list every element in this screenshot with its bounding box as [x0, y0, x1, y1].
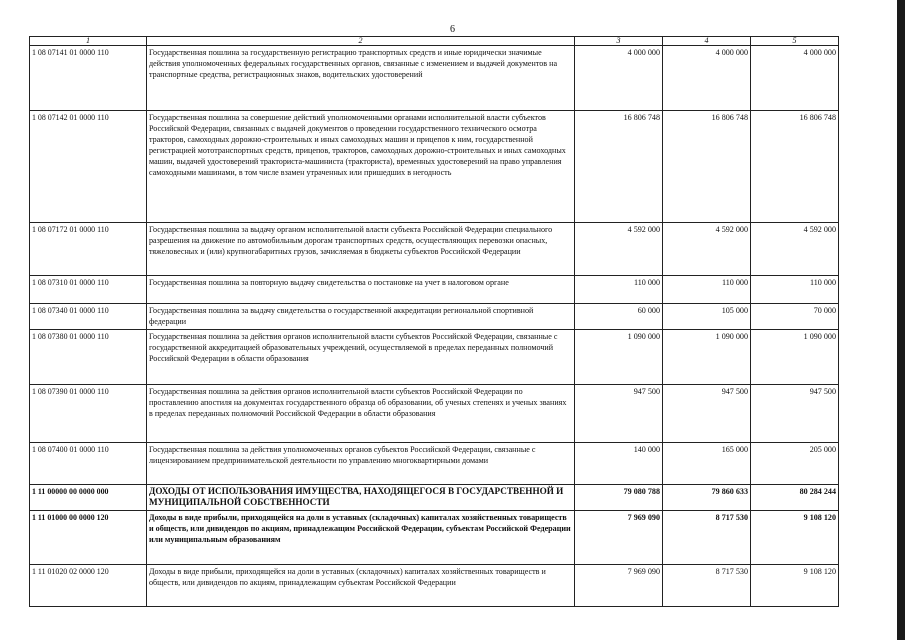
row-value-year3: 4 592 000	[751, 223, 839, 276]
table-row	[30, 443, 839, 485]
revenue-table	[29, 36, 839, 607]
row-value-year3: 9 108 120	[751, 511, 839, 565]
table-row	[30, 565, 839, 607]
row-value-year3: 80 284 244	[751, 485, 839, 511]
row-code: 1 08 07310 01 0000 110	[30, 276, 147, 304]
row-description: Государственная пошлина за государственную регистрацию транспортных средств и иные юридически значимые действия уполномоченных федеральных государственных органов, связанные с изменением и выдачей документов на транспортные средства, регистрационных знаков, водительских удостоверений	[147, 46, 575, 111]
header-col-2: 2	[147, 37, 575, 46]
row-value-year2: 947 500	[663, 385, 751, 443]
table-row	[30, 276, 839, 304]
table-row	[30, 304, 839, 330]
header-row	[30, 37, 839, 46]
header-col-4: 4	[663, 37, 751, 46]
table-row	[30, 385, 839, 443]
row-description: Государственная пошлина за действия органов исполнительной власти субъектов Российской Федерации, связанные с государственной аккредитацией образовательных учреждений, осуществляемой в пределах переданных полномочий Российской Федерации в области образования	[147, 330, 575, 385]
table-row	[30, 46, 839, 111]
table-row	[30, 111, 839, 223]
row-value-year1: 110 000	[575, 276, 663, 304]
row-description: Государственная пошлина за совершение действий уполномоченными органами исполнительной власти субъектов Российской Федерации, связанных с выдачей документов о проведении государственного технического осмотра тракторов, самоходных дорожно-строительных и иных самоходных машин и прицепов к ним, государственной регистрацией мототранспортных средств, прицепов, тракторов, самоходных дорожно-строительных и иных самоходных машин, выдачей удостоверений тракториста-машиниста (тракториста), временных удостоверений на право управления самоходными машинами, в том числе взамен утраченных или пришедших в негодность	[147, 111, 575, 223]
row-code: 1 11 01020 02 0000 120	[30, 565, 147, 607]
page-number: 6	[450, 24, 455, 35]
row-value-year2: 8 717 530	[663, 565, 751, 607]
row-value-year2: 8 717 530	[663, 511, 751, 565]
row-value-year2: 4 000 000	[663, 46, 751, 111]
row-description: Государственная пошлина за повторную выдачу свидетельства о постановке на учет в налоговом органе	[147, 276, 575, 304]
row-value-year3: 1 090 000	[751, 330, 839, 385]
table-row	[30, 485, 839, 511]
table-row	[30, 223, 839, 276]
row-value-year2: 165 000	[663, 443, 751, 485]
row-description: Государственная пошлина за действия органов исполнительной власти субъектов Российской Федерации по проставлению апостиля на документах государственного образца об образовании, об ученых степенях и ученых званиях в пределах переданных полномочий Российской Федерации в области образования	[147, 385, 575, 443]
header-col-1: 1	[30, 37, 147, 46]
header-col-3: 3	[575, 37, 663, 46]
row-description: Доходы в виде прибыли, приходящейся на доли в уставных (складочных) капиталах хозяйственных товариществ и обществ, или дивидендов по акциям, принадлежащим Российской Федерации, субъектам Российской Федерации или муниципальным образованиям	[147, 511, 575, 565]
row-value-year1: 947 500	[575, 385, 663, 443]
row-code: 1 08 07141 01 0000 110	[30, 46, 147, 111]
row-code: 1 08 07172 01 0000 110	[30, 223, 147, 276]
row-value-year1: 60 000	[575, 304, 663, 330]
row-value-year3: 70 000	[751, 304, 839, 330]
row-value-year2: 110 000	[663, 276, 751, 304]
row-value-year3: 947 500	[751, 385, 839, 443]
row-description: Государственная пошлина за выдачу свидетельства о государственной аккредитации региональной спортивной федерации	[147, 304, 575, 330]
row-value-year3: 110 000	[751, 276, 839, 304]
row-value-year3: 16 806 748	[751, 111, 839, 223]
row-value-year2: 1 090 000	[663, 330, 751, 385]
row-description: Доходы в виде прибыли, приходящейся на доли в уставных (складочных) капиталах хозяйственных товариществ и обществ, или дивидендов по акциям, принадлежащим субъектам Российской Федерации	[147, 565, 575, 607]
table-row	[30, 511, 839, 565]
row-value-year1: 79 080 788	[575, 485, 663, 511]
row-code: 1 08 07400 01 0000 110	[30, 443, 147, 485]
row-value-year3: 9 108 120	[751, 565, 839, 607]
row-value-year3: 205 000	[751, 443, 839, 485]
scan-edge	[897, 0, 905, 640]
row-value-year2: 16 806 748	[663, 111, 751, 223]
row-code: 1 08 07142 01 0000 110	[30, 111, 147, 223]
row-code: 1 11 01000 00 0000 120	[30, 511, 147, 565]
row-value-year2: 79 860 633	[663, 485, 751, 511]
row-value-year3: 4 000 000	[751, 46, 839, 111]
row-code: 1 11 00000 00 0000 000	[30, 485, 147, 511]
header-col-5: 5	[751, 37, 839, 46]
row-value-year1: 140 000	[575, 443, 663, 485]
row-value-year1: 4 000 000	[575, 46, 663, 111]
row-code: 1 08 07340 01 0000 110	[30, 304, 147, 330]
row-value-year1: 16 806 748	[575, 111, 663, 223]
row-description: ДОХОДЫ ОТ ИСПОЛЬЗОВАНИЯ ИМУЩЕСТВА, НАХОДЯЩЕГОСЯ В ГОСУДАРСТВЕННОЙ И МУНИЦИПАЛЬНОЙ СОБСТВЕННОСТИ	[147, 485, 575, 511]
row-value-year2: 105 000	[663, 304, 751, 330]
row-value-year1: 7 969 090	[575, 511, 663, 565]
row-code: 1 08 07390 01 0000 110	[30, 385, 147, 443]
table-row	[30, 330, 839, 385]
row-value-year2: 4 592 000	[663, 223, 751, 276]
row-value-year1: 1 090 000	[575, 330, 663, 385]
row-code: 1 08 07380 01 0000 110	[30, 330, 147, 385]
row-value-year1: 7 969 090	[575, 565, 663, 607]
row-value-year1: 4 592 000	[575, 223, 663, 276]
row-description: Государственная пошлина за действия уполномоченных органов субъектов Российской Федерации, связанные с лицензированием предпринимательской деятельности по управлению многоквартирными домами	[147, 443, 575, 485]
row-description: Государственная пошлина за выдачу органом исполнительной власти субъекта Российской Федерации специального разрешения на движение по автомобильным дорогам транспортных средств, осуществляющих перевозки опасных, тяжеловесных и (или) крупногабаритных грузов, зачисляемая в бюджеты субъектов Российской Федерации	[147, 223, 575, 276]
